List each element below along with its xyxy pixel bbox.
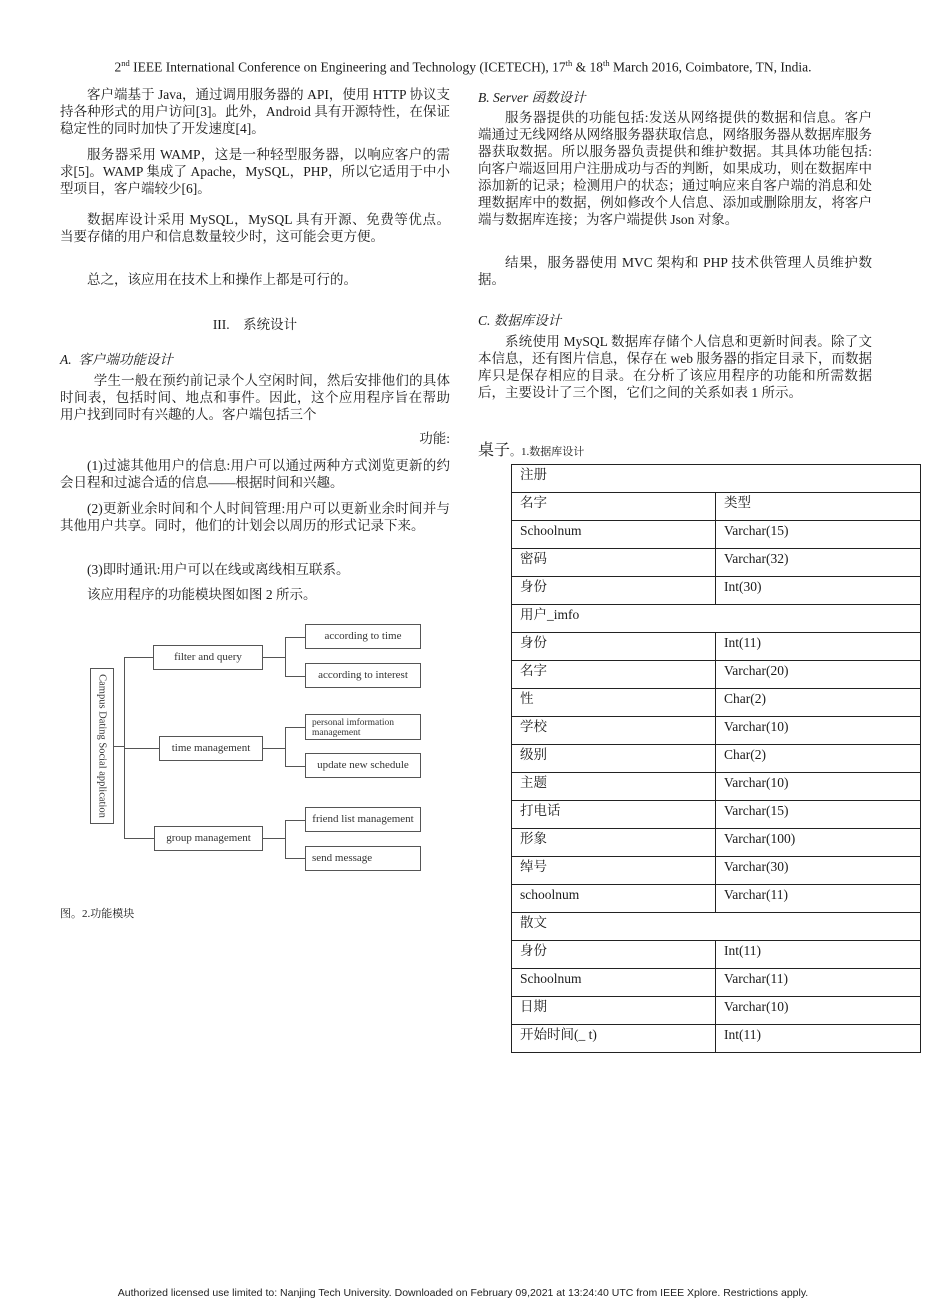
- paragraph-server: 服务器采用 WAMP，这是一种轻型服务器，以响应客户的需求[5]。WAMP 集成了 Apache，MySQL，PHP，所以它适用于中小型项目，客户端较少[6]。: [60, 147, 450, 196]
- table-cell-type: Varchar(11): [716, 969, 921, 997]
- table-row: [512, 717, 921, 745]
- paragraph-server-result: 结果，服务器使用 MVC 架构和 PHP 技术供管理人员维护数据。: [478, 255, 872, 287]
- paragraph-client: 客户端基于 Java，通过调用服务器的 API，使用 HTTP 协议支持各种形式的用户访问[3]。此外，Android 具有开源特性，在保证稳定性的同时加快了开发速度[4]。: [60, 87, 450, 136]
- table-cell-type: Varchar(15): [716, 521, 921, 549]
- table-row: [512, 493, 921, 521]
- diagram-leaf-personal-info: personal imformation management: [305, 714, 421, 740]
- paragraph-server-functions: 服务器提供的功能包括:发送从网络提供的数据和信息。客户端通过无线网络从网络服务器获取信息，网络服务器从数据库服务器获取数据。所以服务器负责提供和维护数据。其具体功能包括:向客户端返回用户注册成功与否的判断，如果成功，则在数据库中添加新的记录；检测用户的状态；通过响应来自客户端的消息和处理数据库中的数据，例如修改个人信息、添加或删除朋友，将客户端与数据库连接；为客户端提供 Json 对象。: [478, 110, 872, 227]
- connector: [263, 748, 285, 749]
- table-section-label: 用户_imfo: [512, 605, 921, 633]
- subsection-heading-database: [478, 309, 873, 329]
- subsection-title-database: 数据库设计: [493, 313, 562, 328]
- table-row: [512, 801, 921, 829]
- table-row: [512, 1025, 921, 1053]
- table-row: [512, 745, 921, 773]
- table-caption-title: 。1.数据库设计: [510, 446, 585, 458]
- table-section-label: 散文: [512, 913, 921, 941]
- connector: [285, 727, 286, 767]
- table-caption: [478, 437, 584, 460]
- table-cell-type: Int(30): [716, 577, 921, 605]
- table-row: [512, 829, 921, 857]
- connector: [124, 748, 159, 749]
- table-cell-type: Varchar(10): [716, 717, 921, 745]
- paragraph-client-intro-end: 功能:: [419, 431, 450, 446]
- table-cell-type: Varchar(15): [716, 801, 921, 829]
- table-row: [512, 773, 921, 801]
- section-heading-system-design: III. 系统设计: [212, 317, 298, 332]
- table-cell-field: 名字: [512, 493, 716, 521]
- diagram-group-filter: filter and query: [153, 645, 263, 670]
- diagram-root-label: Campus Dating Social application: [96, 674, 108, 818]
- diagram-leaf-friend-list: friend list management: [305, 807, 421, 832]
- table-cell-field: 开始时间(_ t): [512, 1025, 716, 1053]
- table-cell-type: Int(11): [716, 1025, 921, 1053]
- table-cell-type: Varchar(10): [716, 773, 921, 801]
- table-cell-field: 级别: [512, 745, 716, 773]
- table-row: [512, 661, 921, 689]
- connector: [285, 727, 305, 728]
- paragraph-database: 数据库设计采用 MySQL，MySQL 具有开源、免费等优点。当要存储的用户和信息数量较少时，这可能会更方便。: [60, 212, 450, 244]
- diagram-leaf-send-message: send message: [305, 846, 421, 871]
- diagram-group-group: group management: [154, 826, 263, 851]
- table-cell-type: Int(11): [716, 941, 921, 969]
- table-section-row: [512, 605, 921, 633]
- subsection-heading-client: A. 客户端功能设计: [60, 352, 173, 367]
- table-row: [512, 577, 921, 605]
- table-cell-type: Varchar(100): [716, 829, 921, 857]
- table-section-row: [512, 913, 921, 941]
- table-row: [512, 521, 921, 549]
- connector: [285, 637, 305, 638]
- table-row: [512, 689, 921, 717]
- table-row: [512, 969, 921, 997]
- subsection-title-server: Server 函数设计: [493, 90, 586, 105]
- database-table: [511, 464, 921, 1053]
- feature-item-2: (2)更新业余时间和个人时间管理:用户可以更新业余时间并与其他用户共享。同时，他们的计划会以周历的形式记录下来。: [60, 501, 450, 533]
- table-row: [512, 549, 921, 577]
- table-row: [512, 941, 921, 969]
- table-cell-field: 密码: [512, 549, 716, 577]
- table-cell-field: 学校: [512, 717, 716, 745]
- table-cell-field: 身份: [512, 941, 716, 969]
- table-row: [512, 997, 921, 1025]
- table-cell-type: Char(2): [716, 745, 921, 773]
- connector: [285, 820, 305, 821]
- table-row: [512, 633, 921, 661]
- license-footer: Authorized licensed use limited to: Nanjing Tech University. Downloaded on February 09,2021 at 13:24:40 UTC from IEEE Xplore. Restrictions apply.: [117, 1287, 809, 1299]
- table-cell-type: Varchar(32): [716, 549, 921, 577]
- paragraph-database-design: 系统使用 MySQL 数据库存储个人信息和更新时间表。除了文本信息，还有图片信息，保存在 web 服务器的指定目录下，而数据库只是保存相应的目录。在分析了该应用程序的功能和所需数据后，主要设计了三个图，它们之间的关系如表 1 所示。: [478, 334, 872, 400]
- feature-item-3: (3)即时通讯:用户可以在线或离线相互联系。: [87, 562, 350, 577]
- table-cell-field: 身份: [512, 577, 716, 605]
- connector: [285, 820, 286, 859]
- table-cell-field: Schoolnum: [512, 521, 716, 549]
- table-cell-type: Varchar(20): [716, 661, 921, 689]
- table-cell-field: 绰号: [512, 857, 716, 885]
- table-cell-field: 日期: [512, 997, 716, 1025]
- table-section-label: 注册: [512, 465, 921, 493]
- table-cell-field: 名字: [512, 661, 716, 689]
- table-cell-field: 主题: [512, 773, 716, 801]
- connector: [124, 838, 154, 839]
- table-cell-field: 性: [512, 689, 716, 717]
- table-cell-field: 形象: [512, 829, 716, 857]
- connector: [285, 858, 305, 859]
- connector: [285, 766, 305, 767]
- table-cell-field: schoolnum: [512, 885, 716, 913]
- subsection-letter-c: C.: [478, 313, 491, 328]
- diagram-leaf-time: according to time: [305, 624, 421, 649]
- diagram-root-box: [90, 668, 114, 824]
- table-cell-type: Varchar(30): [716, 857, 921, 885]
- connector: [285, 637, 286, 677]
- table-section-row: [512, 465, 921, 493]
- connector: [124, 657, 153, 658]
- connector: [263, 838, 285, 839]
- table-cell-type: 类型: [716, 493, 921, 521]
- subsection-heading-server: [478, 86, 873, 106]
- table-caption-word: 桌子: [478, 442, 511, 459]
- table-cell-type: Char(2): [716, 689, 921, 717]
- table-cell-type: Varchar(10): [716, 997, 921, 1025]
- table-cell-type: Varchar(11): [716, 885, 921, 913]
- feature-item-1: (1)过滤其他用户的信息:用户可以通过两种方式浏览更新的约会日程和过滤合适的信息——根据时间和兴趣。: [60, 458, 450, 490]
- table-cell-field: Schoolnum: [512, 969, 716, 997]
- table-row: [512, 857, 921, 885]
- paragraph-figure-ref: 该应用程序的功能模块图如图 2 所示。: [87, 587, 317, 602]
- connector: [263, 657, 285, 658]
- diagram-leaf-interest: according to interest: [305, 663, 421, 688]
- diagram-leaf-schedule: update new schedule: [305, 753, 421, 778]
- paragraph-client-intro: 学生一般在预约前记录个人空闲时间，然后安排他们的具体时间表，包括时间、地点和事件。因此，这个应用程序旨在帮助用户找到同时有兴趣的人。客户端包括三个: [60, 373, 450, 422]
- table-row: [512, 885, 921, 913]
- conference-header: 2nd IEEE International Conference on Engineering and Technology (ICETECH), 17th & 18th March 2016, Coimbatore, TN, India.: [114, 58, 812, 75]
- table-cell-field: 身份: [512, 633, 716, 661]
- paragraph-conclusion: 总之，该应用在技术上和操作上都是可行的。: [87, 272, 357, 287]
- table-cell-type: Int(11): [716, 633, 921, 661]
- connector: [285, 676, 305, 677]
- diagram-group-time: time management: [159, 736, 263, 761]
- subsection-letter-b: B.: [478, 90, 490, 105]
- figure-caption: 图。2.功能模块: [60, 908, 135, 920]
- table-cell-field: 打电话: [512, 801, 716, 829]
- connector: [114, 746, 124, 747]
